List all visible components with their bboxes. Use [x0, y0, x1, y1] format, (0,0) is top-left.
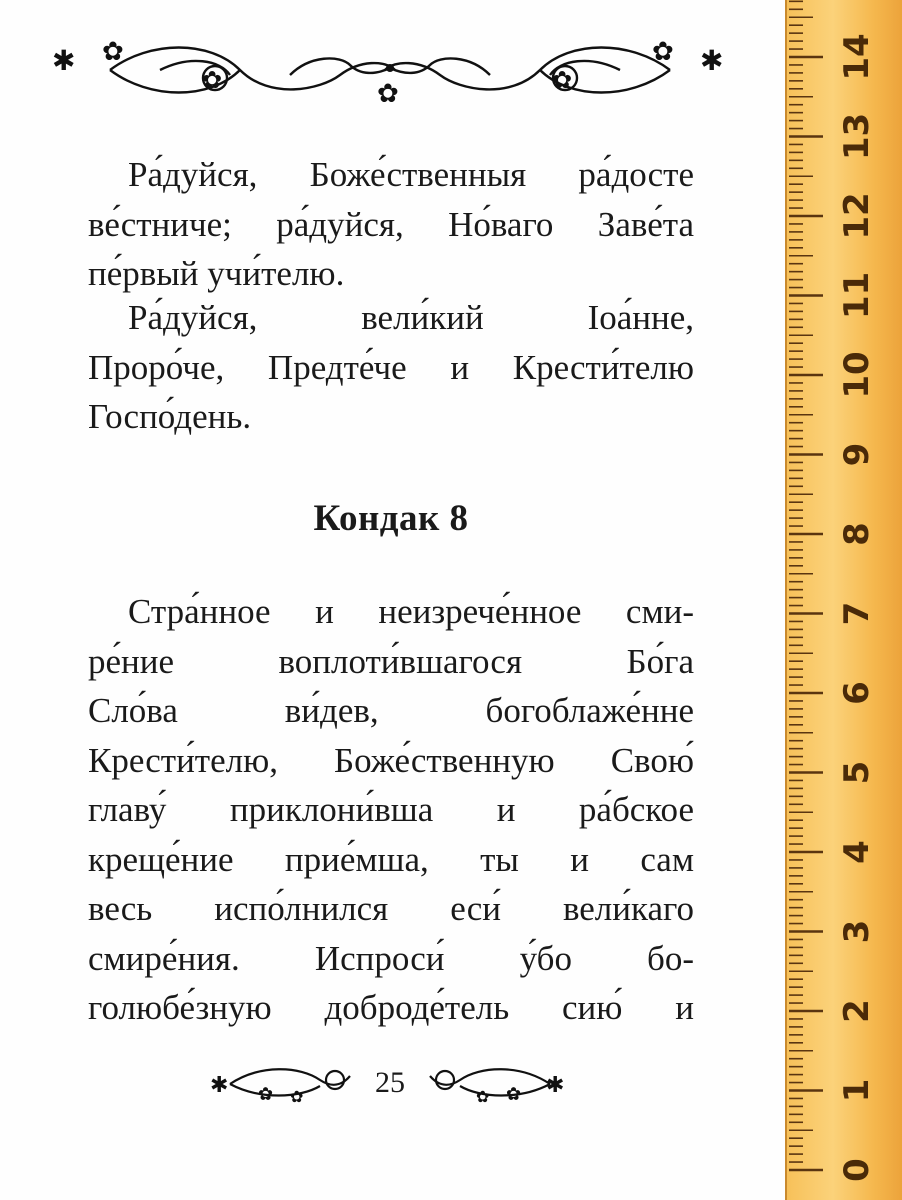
svg-text:✿: ✿: [102, 37, 124, 67]
text-line: ве́стниче; ра́дуйся, Но́ваго Заве́та: [88, 204, 694, 244]
ruler-label: [837, 0, 877, 1]
ruler-label: 14: [837, 33, 877, 81]
paragraph-1: [88, 150, 694, 299]
svg-text:✿: ✿: [202, 66, 223, 94]
svg-text:✱: ✱: [546, 1073, 565, 1098]
paragraph-2: [88, 293, 694, 442]
svg-text:✱: ✱: [700, 44, 724, 77]
ruler-label: 8: [837, 522, 877, 546]
paragraph-main: [88, 587, 694, 1033]
text-line: Сло́ва ви́дев, богоблаже́нне: [88, 691, 694, 730]
text-line: Ра́дуйся, Боже́ственныя ра́досте: [128, 155, 694, 194]
ruler-label: 13: [837, 112, 877, 161]
text-line: голюбе́зную доброде́тель сию́ и: [88, 988, 694, 1027]
section-heading: Кондак 8: [313, 498, 469, 539]
ruler-label: 2: [837, 999, 877, 1023]
ruler-label: 11: [837, 271, 877, 320]
text-line: Ра́дуйся, вели́кий Ioа́нне,: [128, 298, 694, 337]
ruler-label: 12: [837, 192, 877, 240]
ruler-label: 4: [837, 840, 877, 864]
svg-text:✿: ✿: [652, 37, 674, 67]
ruler-scale: [787, 0, 902, 1200]
svg-text:✿: ✿: [476, 1087, 490, 1106]
text-line: главу́ приклони́вша и ра́бское: [88, 790, 694, 829]
ruler-label: 6: [837, 681, 877, 705]
page-number: 25: [375, 1066, 405, 1099]
ruler-label: 1: [837, 1078, 877, 1103]
ruler-label: 10: [837, 351, 877, 399]
text-line: весь испо́лнился еси́ вели́каго: [88, 889, 694, 928]
ruler: [785, 0, 902, 1200]
text-line: Проро́че, Предте́че и Крести́телю: [88, 347, 694, 387]
svg-text:✿: ✿: [377, 79, 399, 109]
top-ornament: [40, 30, 740, 110]
svg-text:✿: ✿: [290, 1087, 304, 1106]
svg-text:✿: ✿: [258, 1084, 274, 1105]
svg-text:✿: ✿: [552, 66, 573, 94]
text-line: Крести́телю, Боже́ственную Свою́: [88, 740, 694, 780]
text-line: пе́рвый учи́телю.: [88, 254, 345, 293]
ruler-label: 9: [837, 442, 877, 467]
svg-text:✱: ✱: [210, 1073, 229, 1098]
ruler-label: 7: [837, 601, 877, 626]
ruler-label: 5: [837, 760, 877, 785]
text-line: креще́ние прие́мша, ты и сам: [88, 839, 694, 879]
ruler-label: 0: [837, 1158, 877, 1182]
ruler-label: 3: [837, 919, 877, 944]
text-line: Госпо́день.: [88, 397, 252, 436]
text-line: ре́ние воплоти́вшагося Бо́га: [88, 641, 694, 681]
text-line: смире́ния. Испроси́ у́бо бо-: [88, 938, 694, 978]
svg-text:✱: ✱: [52, 44, 76, 77]
svg-text:✿: ✿: [506, 1084, 522, 1105]
text-line: Стра́нное и неизрече́нное сми-: [128, 592, 694, 631]
